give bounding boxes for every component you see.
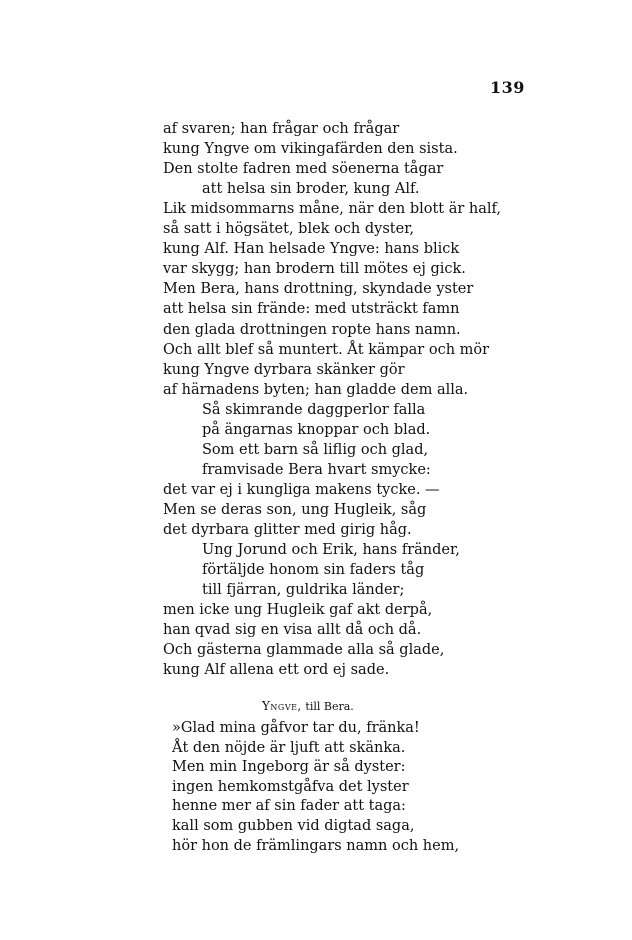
verse-line: var skygg; han brodern till mötes ej gick. bbox=[163, 261, 466, 278]
verse-line: Lik midsommarns måne, när den blott är half, bbox=[163, 201, 502, 218]
speech-heading bbox=[262, 698, 354, 715]
verse-line: Den stolte fadren med söenerna tågar bbox=[163, 161, 444, 178]
verse-line: att helsa sin broder, kung Alf. bbox=[202, 181, 420, 198]
verse-line: att helsa sin frände: med utsträckt famn bbox=[163, 301, 460, 318]
page-number: 139 bbox=[490, 78, 525, 97]
speech-line: Men min Ingeborg är så dyster: bbox=[172, 759, 406, 776]
verse-line: Som ett barn så liflig och glad, bbox=[202, 441, 429, 458]
verse-line: Så skimrande daggperlor falla bbox=[202, 401, 426, 418]
speech-line: ingen hemkomstgåfva det lyster bbox=[172, 778, 409, 795]
verse-line: Men Bera, hans drottning, skyndade yster bbox=[163, 281, 474, 298]
verse-line: det var ej i kungliga makens tycke. — bbox=[163, 481, 440, 498]
verse-line: Ung Jorund och Erik, hans fränder, bbox=[202, 542, 460, 559]
speech-line: hör hon de främlingars namn och hem, bbox=[172, 837, 460, 854]
verse-line: förtäljde honom sin faders tåg bbox=[202, 562, 425, 579]
speech-line: Åt den nöjde är ljuft att skänka. bbox=[172, 739, 406, 756]
verse-line: det dyrbara glitter med girig håg. bbox=[163, 522, 412, 538]
verse-line: kung Alf allena ett ord ej sade. bbox=[163, 662, 390, 679]
speaker-name: Yngve, bbox=[262, 699, 302, 713]
speech-line: kall som gubben vid digtad saga, bbox=[172, 818, 415, 834]
verse-line: så satt i högsätet, blek och dyster, bbox=[163, 221, 415, 238]
verse-line: men icke ung Hugleik gaf akt derpå, bbox=[163, 602, 433, 619]
verse-line: den glada drottningen ropte hans namn. bbox=[163, 321, 461, 338]
speech-addressee: till Bera. bbox=[305, 700, 354, 713]
verse-line: framvisade Bera hvart smycke: bbox=[202, 461, 431, 478]
verse-line: till fjärran, guldrika länder; bbox=[202, 582, 405, 599]
verse-line: kung Yngve dyrbara skänker gör bbox=[163, 361, 405, 378]
verse-line: Och allt blef så muntert. Åt kämpar och mör bbox=[163, 341, 490, 358]
verse-line: Men se deras son, ung Hugleik, såg bbox=[163, 501, 427, 518]
speech-line: »Glad mina gåfvor tar du, fränka! bbox=[172, 720, 420, 736]
verse-line: kung Yngve om vikingafärden den sista. bbox=[163, 141, 458, 158]
verse-line: af härnadens byten; han gladde dem alla. bbox=[163, 381, 469, 398]
verse-line: kung Alf. Han helsade Yngve: hans blick bbox=[163, 241, 460, 258]
verse-line: han qvad sig en visa allt då och då. bbox=[163, 622, 422, 639]
verse-line: på ängarnas knoppar och blad. bbox=[202, 421, 431, 438]
verse-line: Och gästerna glammade alla så glade, bbox=[163, 642, 445, 659]
speech-line: henne mer af sin fader att taga: bbox=[172, 798, 406, 815]
verse-line: af svaren; han frågar och frågar bbox=[163, 121, 400, 137]
